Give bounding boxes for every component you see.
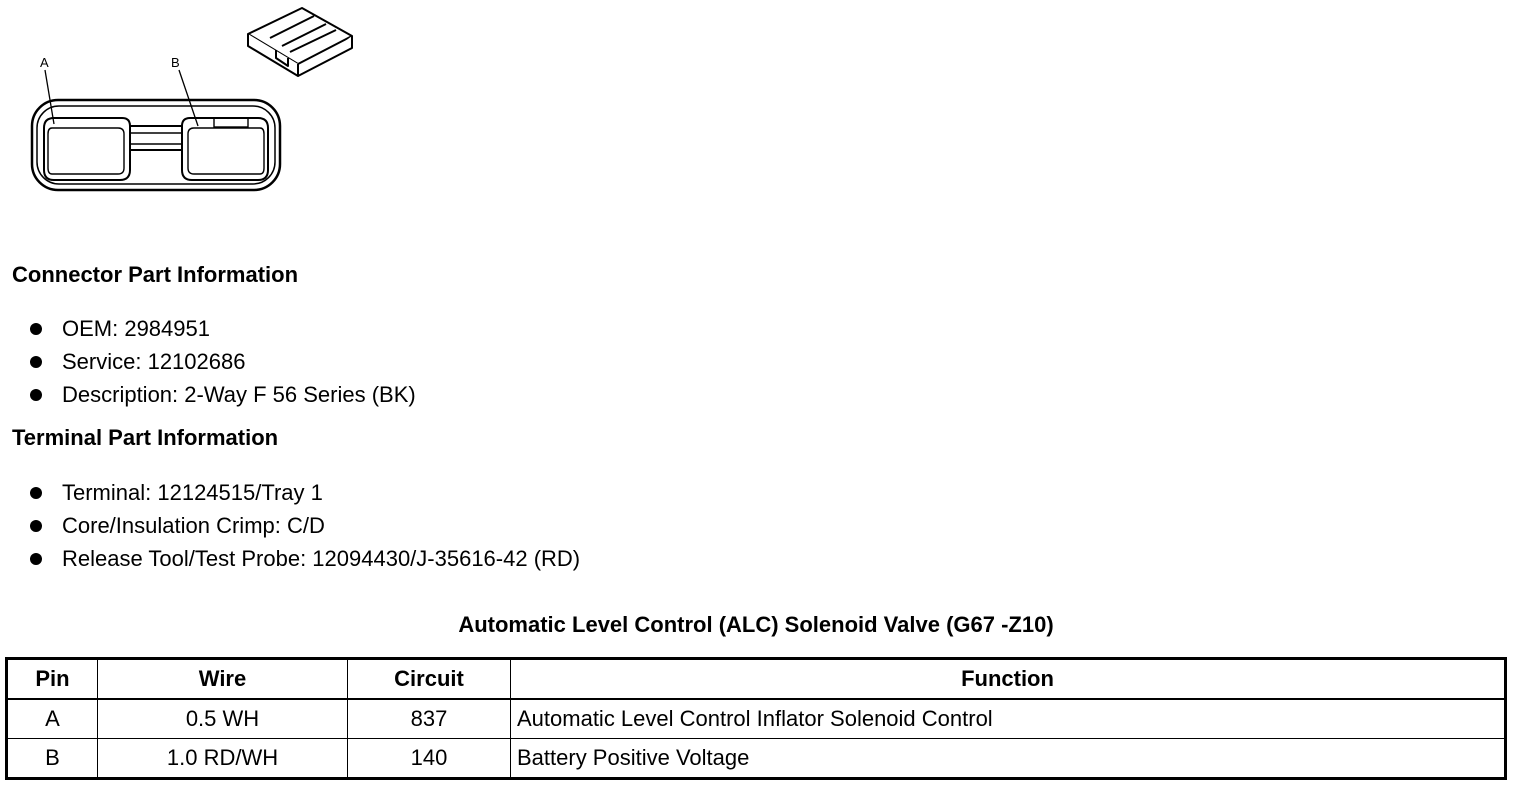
list-item: Core/Insulation Crimp: C/D <box>30 509 580 542</box>
terminal-icon <box>248 8 352 76</box>
pin-label-b: B <box>171 55 180 70</box>
list-item: Terminal: 12124515/Tray 1 <box>30 476 580 509</box>
header-wire: Wire <box>98 659 348 699</box>
cell-circuit: 837 <box>348 699 511 739</box>
table-header-row <box>7 659 1506 699</box>
table-row <box>7 699 1506 739</box>
cell-function: Automatic Level Control Inflator Solenoid Control <box>511 699 1506 739</box>
header-circuit: Circuit <box>348 659 511 699</box>
cell-function: Battery Positive Voltage <box>511 739 1506 779</box>
cell-wire: 1.0 RD/WH <box>98 739 348 779</box>
terminal-info-title: Terminal Part Information <box>12 425 279 450</box>
cavity-a <box>44 118 130 180</box>
list-item: Release Tool/Test Probe: 12094430/J-35616-42 (RD) <box>30 542 580 575</box>
bullet-icon <box>30 323 42 335</box>
cavity-b <box>182 118 268 180</box>
bullet-icon <box>30 389 42 401</box>
header-pin: Pin <box>7 659 98 699</box>
bullet-icon <box>30 553 42 565</box>
terminal-info-list <box>30 476 580 575</box>
pin-table-title: Automatic Level Control (ALC) Solenoid Valve (G67 -Z10) <box>458 612 1054 637</box>
connector-info-list <box>30 312 416 411</box>
list-item: Service: 12102686 <box>30 345 416 378</box>
bullet-icon <box>30 487 42 499</box>
pin-label-a: A <box>40 55 49 70</box>
cell-wire: 0.5 WH <box>98 699 348 739</box>
table-row <box>7 739 1506 779</box>
cell-pin: B <box>7 739 98 779</box>
connector-housing <box>32 100 280 190</box>
bullet-icon <box>30 520 42 532</box>
connector-info-title: Connector Part Information <box>12 262 299 287</box>
list-item: Description: 2-Way F 56 Series (BK) <box>30 378 416 411</box>
header-function: Function <box>511 659 1506 699</box>
cell-circuit: 140 <box>348 739 511 779</box>
bullet-icon <box>30 356 42 368</box>
cell-pin: A <box>7 699 98 739</box>
pin-table <box>5 657 1507 780</box>
list-item: OEM: 2984951 <box>30 312 416 345</box>
connector-drawing <box>20 0 380 200</box>
